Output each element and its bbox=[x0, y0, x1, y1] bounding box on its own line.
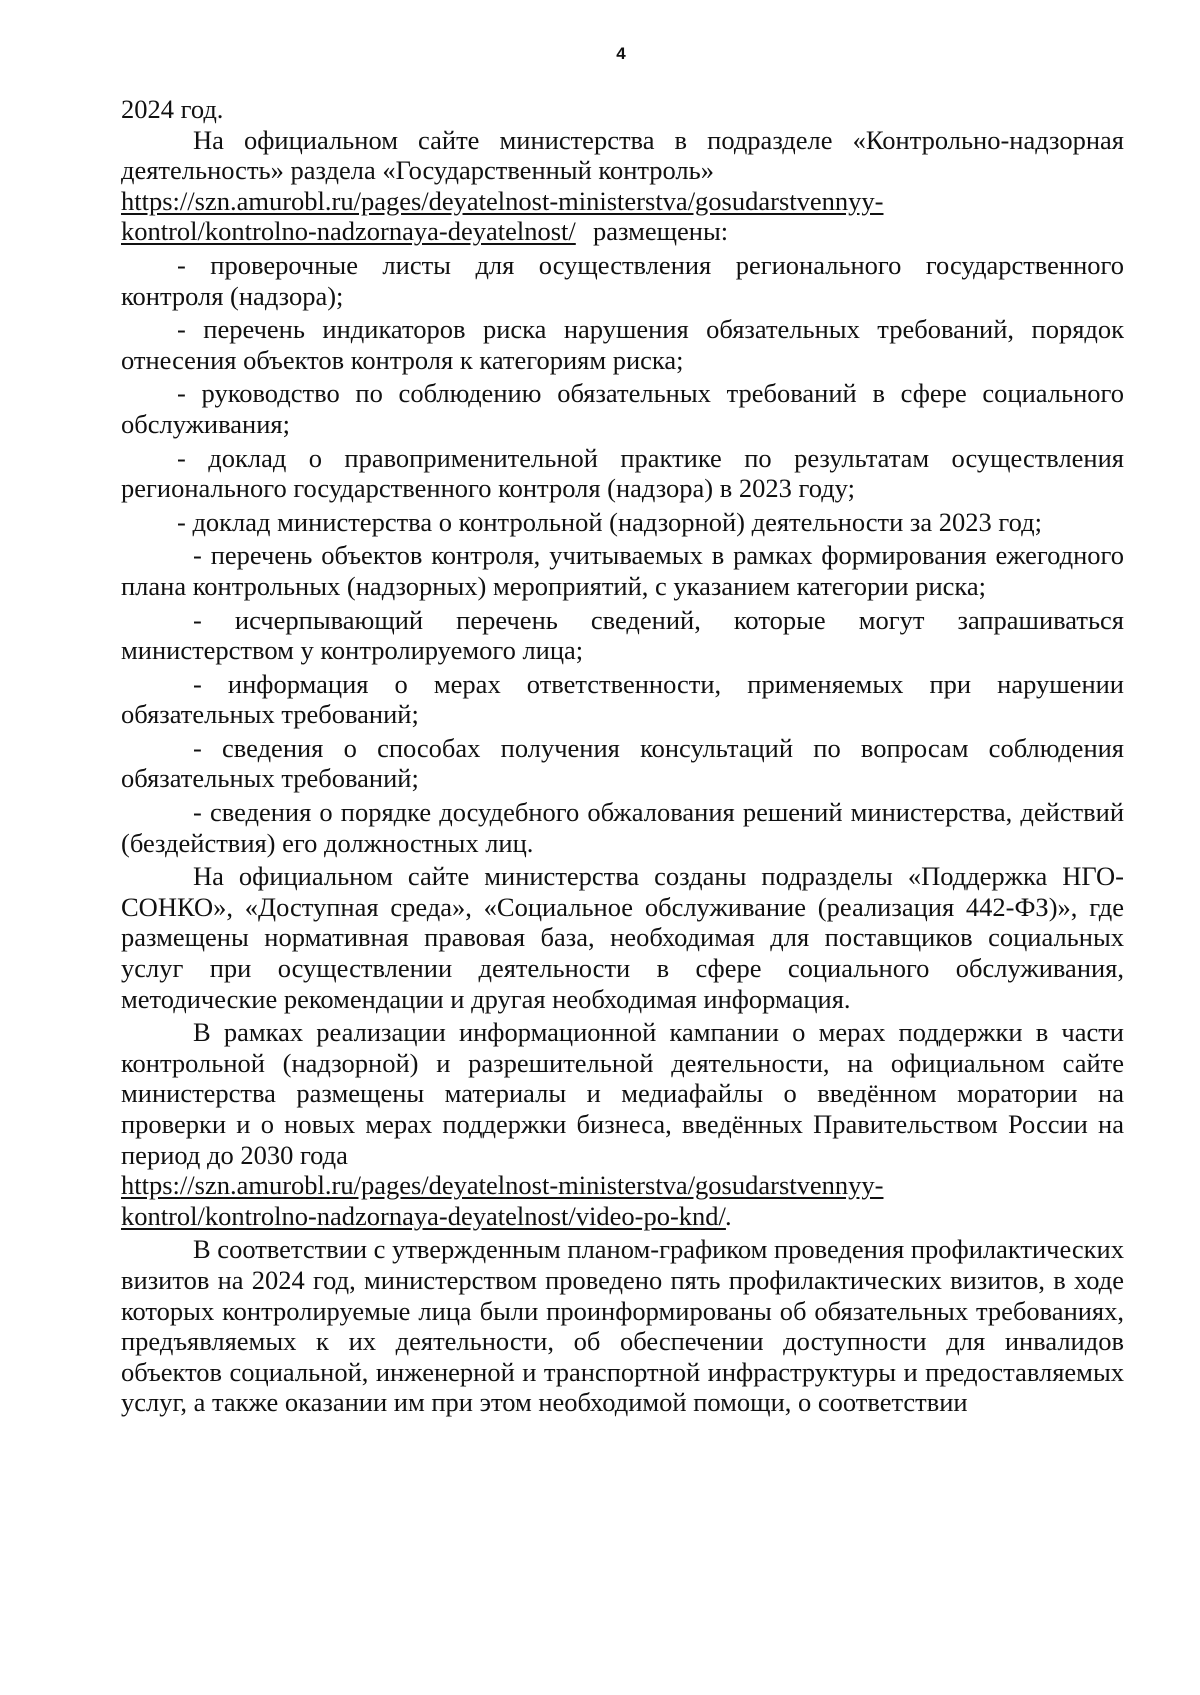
paragraph-website-section-text: На официальном сайте министерства в подразделе «Контрольно-надзорная деятельность» раздела «Государственный контроль» bbox=[121, 124, 1124, 186]
list-item-guidance: - руководство по соблюдению обязательных требований в сфере социального обслуживания; bbox=[121, 378, 1124, 439]
document-body bbox=[121, 94, 1124, 1418]
page-number: 4 bbox=[616, 44, 626, 63]
list-item-control-objects: - перечень объектов контроля, учитываемых в рамках формирования ежегодного плана контрольных (надзорных) мероприятий, с указанием категории риска; bbox=[121, 540, 1124, 601]
knd-link-line-2: kontrol/kontrolno-nadzornaya-deyatelnost/ bbox=[121, 216, 576, 247]
paragraph-year-continuation: 2024 год. bbox=[121, 94, 224, 124]
list-item-consultations: - сведения о способах получения консультаций по вопросам соблюдения обязательных требований; bbox=[121, 732, 1124, 794]
list-item-risk-indicators: - перечень индикаторов риска нарушения обязательных требований, порядок отнесения объектов контроля к категориям риска; bbox=[121, 314, 1124, 375]
list-item-liability-measures: - информация о мерах ответственности, применяемых при нарушении обязательных требований; bbox=[121, 668, 1124, 730]
list-item-checklists: - проверочные листы для осуществления регионального государственного контроля (надзора); bbox=[121, 249, 1124, 311]
paragraph-info-campaign bbox=[121, 1017, 1124, 1231]
paragraph-website-tail: размещены: bbox=[593, 216, 729, 247]
knd-link-line-1: https://szn.amurobl.ru/pages/deyatelnost-ministerstva/gosudarstvennyy- bbox=[121, 185, 884, 216]
paragraph-preventive-visits: В соответствии с утвержденным планом-графиком проведения профилактических визитов на 2024 год, министерством проведено пять профилактических визитов, в ходе которых контролируемые лица были проинформированы об обязательных требованиях, предъявляемых к их деятельности, об обеспечении доступности для инвалидов объектов социальной, инженерной и транспортной инфраструктуры и предоставляемых услуг, а также оказании им при этом необходимой помощи, о соответствии bbox=[121, 1234, 1124, 1418]
video-link-line-1: https://szn.amurobl.ru/pages/deyatelnost-ministerstva/gosudarstvennyy- bbox=[121, 1170, 884, 1201]
video-link-line-2: kontrol/kontrolno-nadzornaya-deyatelnost/video-po-knd/ bbox=[121, 1200, 726, 1231]
list-item-requested-info: - исчерпывающий перечень сведений, которые могут запрашиваться министерством у контролируемого лица; bbox=[121, 604, 1124, 666]
paragraph-info-campaign-tail: . bbox=[725, 1200, 732, 1231]
paragraph-subsections: На официальном сайте министерства созданы подразделы «Поддержка НГО-СОНКО», «Доступная среда», «Социальное обслуживание (реализация 442-ФЗ)», где размещены нормативная правовая база, необходимая для поставщиков социальных услуг при осуществлении деятельности в сфере социального обслуживания, методические рекомендации и другая необходимая информация. bbox=[121, 861, 1124, 1014]
paragraph-info-campaign-text: В рамках реализации информационной кампании о мерах поддержки в части контрольной (надзорной) и разрешительной деятельности, на официальном сайте министерства размещены материалы и медиафайлы о введённом моратории на проверки и о новых мерах поддержки бизнеса, введённых Правительством России на период до 2030 года bbox=[121, 1017, 1124, 1170]
list-item-appeals: - сведения о порядке досудебного обжалования решений министерства, действий (бездействия) его должностных лиц. bbox=[121, 797, 1124, 858]
list-item-enforcement-report: - доклад о правоприменительной практике по результатам осуществления регионального государственного контроля (надзора) в 2023 году; bbox=[121, 442, 1124, 504]
list-item-ministry-report: - доклад министерства о контрольной (надзорной) деятельности за 2023 год; bbox=[177, 506, 1042, 537]
